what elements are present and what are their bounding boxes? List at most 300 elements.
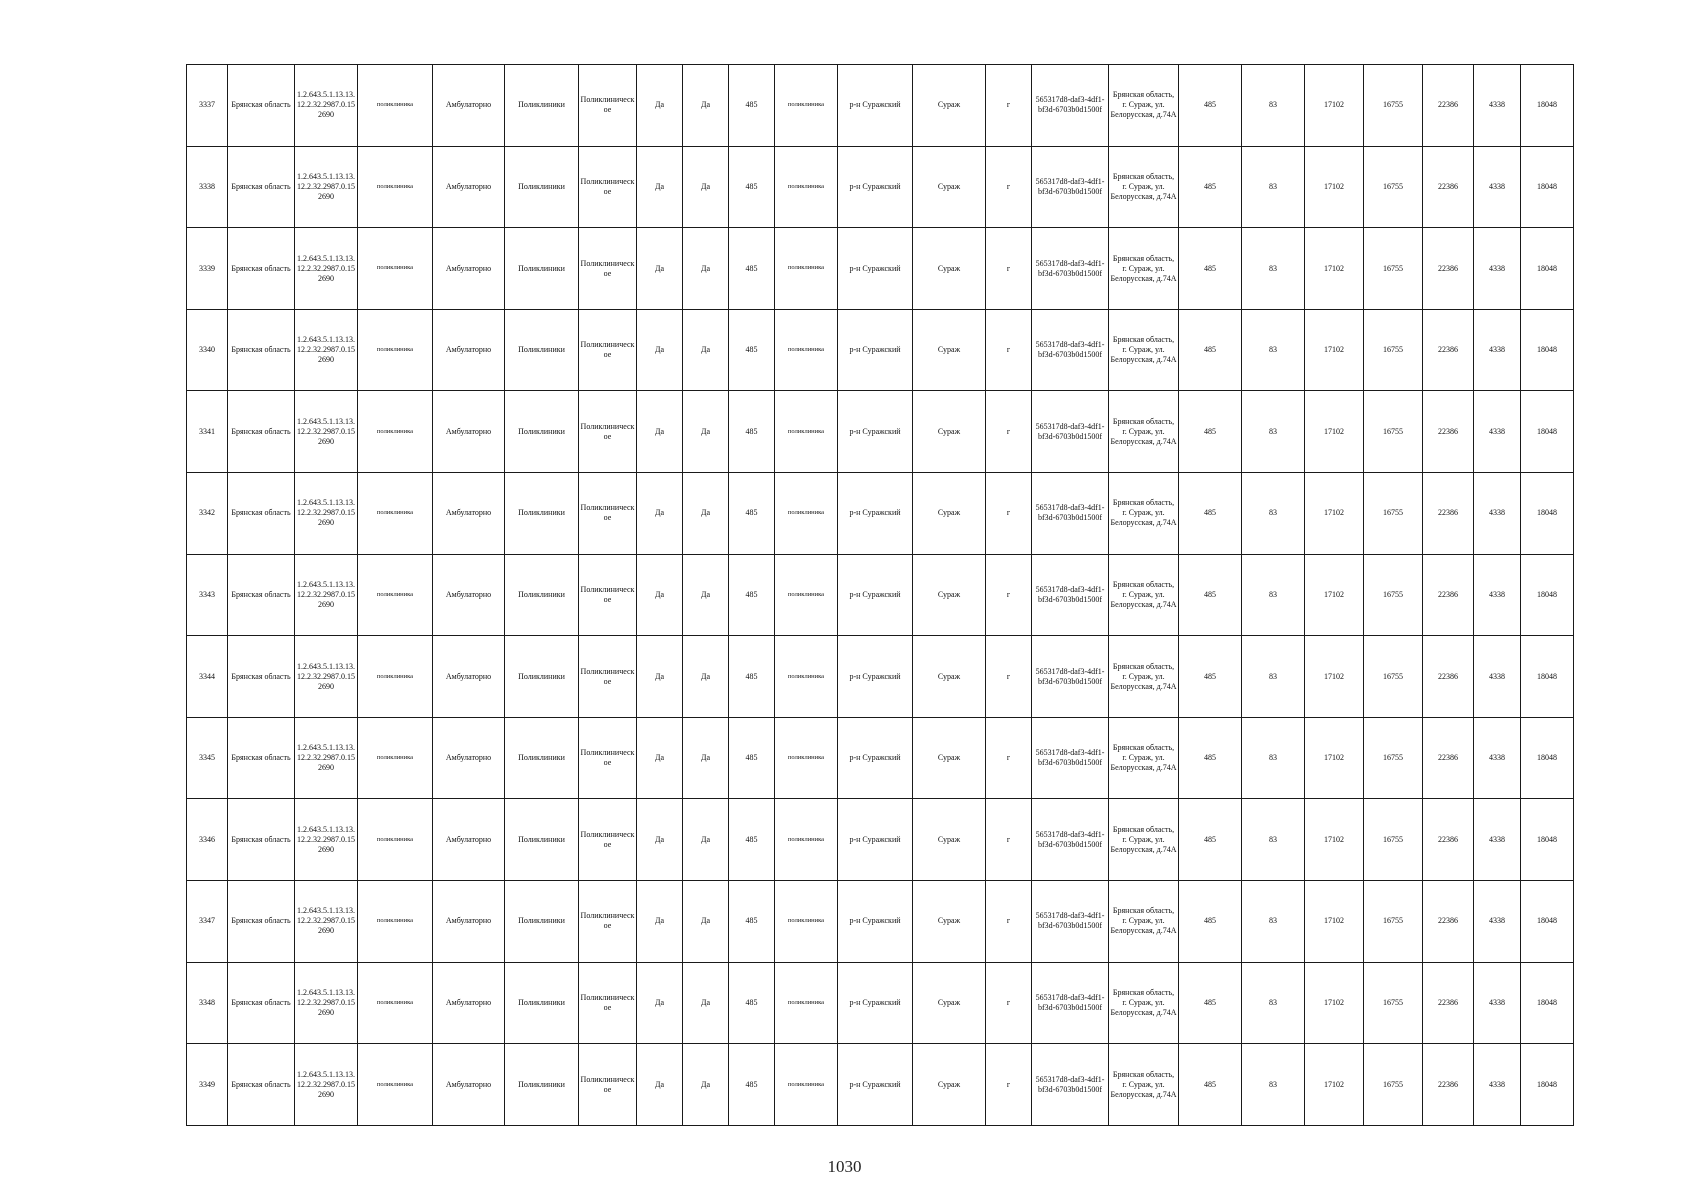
cell-row-number: 3343 <box>187 554 228 636</box>
cell-value-1: 485 <box>1179 391 1242 473</box>
cell-flag-a: Да <box>637 636 683 718</box>
cell-code-a: 485 <box>729 391 775 473</box>
cell-care-form: Амбулаторно <box>433 228 505 310</box>
cell-value-1: 485 <box>1179 1044 1242 1126</box>
cell-row-number: 3338 <box>187 146 228 228</box>
cell-district: р-н Суражский <box>838 799 913 881</box>
cell-settlement-type: г <box>986 65 1032 147</box>
cell-value-5: 22386 <box>1423 65 1474 147</box>
cell-value-2: 83 <box>1242 65 1305 147</box>
cell-value-1: 485 <box>1179 636 1242 718</box>
cell-oid-code: 1.2.643.5.1.13.13.12.2.32.2987.0.152690 <box>295 391 358 473</box>
cell-settlement-type: г <box>986 554 1032 636</box>
cell-flag-b: Да <box>683 554 729 636</box>
cell-unit-type: поликлиника <box>775 473 838 555</box>
cell-region: Брянская область <box>228 309 295 391</box>
cell-guid: 565317d8-daf3-4df1-bf3d-6703b0d1500f <box>1032 146 1109 228</box>
cell-row-number: 3348 <box>187 962 228 1044</box>
cell-value-3: 17102 <box>1305 228 1364 310</box>
cell-value-1: 485 <box>1179 309 1242 391</box>
cell-care-form: Амбулаторно <box>433 717 505 799</box>
cell-value-4: 16755 <box>1364 636 1423 718</box>
cell-value-4: 16755 <box>1364 228 1423 310</box>
cell-value-5: 22386 <box>1423 636 1474 718</box>
cell-value-1: 485 <box>1179 146 1242 228</box>
cell-facility-group: Поликлиники <box>505 1044 579 1126</box>
cell-facility-group: Поликлиники <box>505 636 579 718</box>
page-number: 1030 <box>827 1157 862 1176</box>
cell-facility-type: поликлиника <box>358 1044 433 1126</box>
cell-value-7: 18048 <box>1521 391 1574 473</box>
table-row <box>187 1044 1574 1126</box>
cell-value-5: 22386 <box>1423 554 1474 636</box>
cell-guid: 565317d8-daf3-4df1-bf3d-6703b0d1500f <box>1032 309 1109 391</box>
table-row <box>187 881 1574 963</box>
cell-facility-group: Поликлиники <box>505 717 579 799</box>
cell-oid-code: 1.2.643.5.1.13.13.12.2.32.2987.0.152690 <box>295 473 358 555</box>
cell-facility-group: Поликлиники <box>505 554 579 636</box>
cell-district: р-н Суражский <box>838 1044 913 1126</box>
table-row <box>187 473 1574 555</box>
cell-oid-code: 1.2.643.5.1.13.13.12.2.32.2987.0.152690 <box>295 65 358 147</box>
cell-unit-type: поликлиника <box>775 65 838 147</box>
table-row <box>187 799 1574 881</box>
cell-address: Брянская область, г. Сураж, ул. Белорусская, д.74А <box>1109 65 1179 147</box>
cell-flag-b: Да <box>683 309 729 391</box>
cell-care-form: Амбулаторно <box>433 962 505 1044</box>
cell-flag-a: Да <box>637 65 683 147</box>
cell-unit-type: поликлиника <box>775 881 838 963</box>
cell-department-type: Поликлиническое <box>579 146 637 228</box>
cell-facility-type: поликлиника <box>358 65 433 147</box>
cell-value-4: 16755 <box>1364 65 1423 147</box>
cell-flag-b: Да <box>683 473 729 555</box>
cell-value-6: 4338 <box>1474 65 1521 147</box>
cell-value-2: 83 <box>1242 391 1305 473</box>
cell-value-7: 18048 <box>1521 636 1574 718</box>
cell-region: Брянская область <box>228 391 295 473</box>
cell-department-type: Поликлиническое <box>579 309 637 391</box>
cell-department-type: Поликлиническое <box>579 636 637 718</box>
cell-unit-type: поликлиника <box>775 146 838 228</box>
cell-value-3: 17102 <box>1305 962 1364 1044</box>
cell-value-2: 83 <box>1242 962 1305 1044</box>
cell-department-type: Поликлиническое <box>579 65 637 147</box>
cell-facility-group: Поликлиники <box>505 65 579 147</box>
cell-value-7: 18048 <box>1521 473 1574 555</box>
cell-value-2: 83 <box>1242 228 1305 310</box>
cell-unit-type: поликлиника <box>775 309 838 391</box>
cell-value-6: 4338 <box>1474 881 1521 963</box>
cell-value-7: 18048 <box>1521 146 1574 228</box>
cell-value-6: 4338 <box>1474 228 1521 310</box>
cell-value-7: 18048 <box>1521 1044 1574 1126</box>
cell-facility-type: поликлиника <box>358 473 433 555</box>
cell-value-4: 16755 <box>1364 309 1423 391</box>
cell-oid-code: 1.2.643.5.1.13.13.12.2.32.2987.0.152690 <box>295 717 358 799</box>
cell-district: р-н Суражский <box>838 309 913 391</box>
cell-facility-group: Поликлиники <box>505 228 579 310</box>
cell-oid-code: 1.2.643.5.1.13.13.12.2.32.2987.0.152690 <box>295 1044 358 1126</box>
cell-guid: 565317d8-daf3-4df1-bf3d-6703b0d1500f <box>1032 473 1109 555</box>
cell-care-form: Амбулаторно <box>433 473 505 555</box>
cell-value-1: 485 <box>1179 228 1242 310</box>
cell-region: Брянская область <box>228 473 295 555</box>
cell-care-form: Амбулаторно <box>433 636 505 718</box>
cell-code-a: 485 <box>729 554 775 636</box>
cell-region: Брянская область <box>228 799 295 881</box>
cell-facility-type: поликлиника <box>358 636 433 718</box>
cell-value-7: 18048 <box>1521 65 1574 147</box>
cell-flag-b: Да <box>683 881 729 963</box>
cell-value-3: 17102 <box>1305 799 1364 881</box>
cell-facility-type: поликлиника <box>358 799 433 881</box>
table-row <box>187 391 1574 473</box>
cell-flag-a: Да <box>637 881 683 963</box>
table-body <box>187 65 1574 1126</box>
cell-flag-a: Да <box>637 309 683 391</box>
cell-value-7: 18048 <box>1521 881 1574 963</box>
cell-district: р-н Суражский <box>838 962 913 1044</box>
cell-flag-b: Да <box>683 65 729 147</box>
cell-code-a: 485 <box>729 881 775 963</box>
cell-unit-type: поликлиника <box>775 962 838 1044</box>
cell-address: Брянская область, г. Сураж, ул. Белорусская, д.74А <box>1109 554 1179 636</box>
cell-value-4: 16755 <box>1364 1044 1423 1126</box>
cell-city: Сураж <box>913 391 986 473</box>
cell-unit-type: поликлиника <box>775 636 838 718</box>
cell-value-5: 22386 <box>1423 146 1474 228</box>
cell-care-form: Амбулаторно <box>433 799 505 881</box>
cell-department-type: Поликлиническое <box>579 881 637 963</box>
cell-city: Сураж <box>913 554 986 636</box>
cell-value-4: 16755 <box>1364 146 1423 228</box>
cell-address: Брянская область, г. Сураж, ул. Белорусская, д.74А <box>1109 309 1179 391</box>
cell-department-type: Поликлиническое <box>579 1044 637 1126</box>
cell-oid-code: 1.2.643.5.1.13.13.12.2.32.2987.0.152690 <box>295 146 358 228</box>
cell-facility-group: Поликлиники <box>505 799 579 881</box>
cell-address: Брянская область, г. Сураж, ул. Белорусская, д.74А <box>1109 1044 1179 1126</box>
cell-facility-type: поликлиника <box>358 309 433 391</box>
cell-row-number: 3341 <box>187 391 228 473</box>
cell-facility-group: Поликлиники <box>505 146 579 228</box>
cell-facility-group: Поликлиники <box>505 309 579 391</box>
cell-facility-type: поликлиника <box>358 228 433 310</box>
cell-row-number: 3349 <box>187 1044 228 1126</box>
cell-value-5: 22386 <box>1423 881 1474 963</box>
cell-facility-type: поликлиника <box>358 554 433 636</box>
cell-settlement-type: г <box>986 391 1032 473</box>
cell-flag-b: Да <box>683 228 729 310</box>
cell-flag-b: Да <box>683 799 729 881</box>
cell-department-type: Поликлиническое <box>579 554 637 636</box>
cell-value-4: 16755 <box>1364 391 1423 473</box>
cell-value-1: 485 <box>1179 65 1242 147</box>
cell-care-form: Амбулаторно <box>433 1044 505 1126</box>
cell-value-3: 17102 <box>1305 146 1364 228</box>
cell-facility-group: Поликлиники <box>505 962 579 1044</box>
cell-value-3: 17102 <box>1305 636 1364 718</box>
cell-unit-type: поликлиника <box>775 799 838 881</box>
table-row <box>187 65 1574 147</box>
cell-value-3: 17102 <box>1305 881 1364 963</box>
cell-flag-a: Да <box>637 554 683 636</box>
table-row <box>187 309 1574 391</box>
cell-value-4: 16755 <box>1364 717 1423 799</box>
cell-facility-group: Поликлиники <box>505 881 579 963</box>
cell-region: Брянская область <box>228 962 295 1044</box>
cell-value-1: 485 <box>1179 962 1242 1044</box>
cell-flag-b: Да <box>683 146 729 228</box>
cell-department-type: Поликлиническое <box>579 473 637 555</box>
cell-guid: 565317d8-daf3-4df1-bf3d-6703b0d1500f <box>1032 65 1109 147</box>
cell-region: Брянская область <box>228 228 295 310</box>
cell-row-number: 3340 <box>187 309 228 391</box>
cell-city: Сураж <box>913 309 986 391</box>
cell-settlement-type: г <box>986 717 1032 799</box>
cell-settlement-type: г <box>986 228 1032 310</box>
cell-value-1: 485 <box>1179 554 1242 636</box>
cell-value-5: 22386 <box>1423 228 1474 310</box>
cell-address: Брянская область, г. Сураж, ул. Белорусская, д.74А <box>1109 881 1179 963</box>
cell-care-form: Амбулаторно <box>433 309 505 391</box>
cell-facility-type: поликлиника <box>358 146 433 228</box>
cell-region: Брянская область <box>228 881 295 963</box>
cell-value-2: 83 <box>1242 309 1305 391</box>
cell-value-3: 17102 <box>1305 473 1364 555</box>
cell-flag-a: Да <box>637 473 683 555</box>
cell-value-4: 16755 <box>1364 473 1423 555</box>
table-row <box>187 554 1574 636</box>
cell-row-number: 3339 <box>187 228 228 310</box>
cell-value-7: 18048 <box>1521 962 1574 1044</box>
cell-guid: 565317d8-daf3-4df1-bf3d-6703b0d1500f <box>1032 799 1109 881</box>
cell-value-4: 16755 <box>1364 799 1423 881</box>
cell-value-6: 4338 <box>1474 1044 1521 1126</box>
cell-code-a: 485 <box>729 65 775 147</box>
cell-district: р-н Суражский <box>838 65 913 147</box>
cell-value-3: 17102 <box>1305 65 1364 147</box>
cell-code-a: 485 <box>729 717 775 799</box>
cell-flag-a: Да <box>637 962 683 1044</box>
cell-district: р-н Суражский <box>838 717 913 799</box>
cell-department-type: Поликлиническое <box>579 962 637 1044</box>
cell-guid: 565317d8-daf3-4df1-bf3d-6703b0d1500f <box>1032 717 1109 799</box>
cell-oid-code: 1.2.643.5.1.13.13.12.2.32.2987.0.152690 <box>295 962 358 1044</box>
cell-value-6: 4338 <box>1474 636 1521 718</box>
cell-guid: 565317d8-daf3-4df1-bf3d-6703b0d1500f <box>1032 391 1109 473</box>
cell-row-number: 3346 <box>187 799 228 881</box>
cell-address: Брянская область, г. Сураж, ул. Белорусская, д.74А <box>1109 799 1179 881</box>
cell-region: Брянская область <box>228 65 295 147</box>
cell-oid-code: 1.2.643.5.1.13.13.12.2.32.2987.0.152690 <box>295 554 358 636</box>
cell-flag-a: Да <box>637 717 683 799</box>
cell-flag-b: Да <box>683 391 729 473</box>
cell-district: р-н Суражский <box>838 636 913 718</box>
cell-address: Брянская область, г. Сураж, ул. Белорусская, д.74А <box>1109 717 1179 799</box>
cell-code-a: 485 <box>729 1044 775 1126</box>
cell-code-a: 485 <box>729 309 775 391</box>
cell-district: р-н Суражский <box>838 228 913 310</box>
cell-facility-group: Поликлиники <box>505 391 579 473</box>
cell-value-2: 83 <box>1242 717 1305 799</box>
cell-guid: 565317d8-daf3-4df1-bf3d-6703b0d1500f <box>1032 554 1109 636</box>
cell-flag-b: Да <box>683 717 729 799</box>
cell-value-5: 22386 <box>1423 1044 1474 1126</box>
cell-flag-a: Да <box>637 391 683 473</box>
cell-oid-code: 1.2.643.5.1.13.13.12.2.32.2987.0.152690 <box>295 799 358 881</box>
cell-value-2: 83 <box>1242 146 1305 228</box>
cell-settlement-type: г <box>986 146 1032 228</box>
cell-row-number: 3345 <box>187 717 228 799</box>
cell-value-3: 17102 <box>1305 391 1364 473</box>
cell-address: Брянская область, г. Сураж, ул. Белорусская, д.74А <box>1109 391 1179 473</box>
cell-value-6: 4338 <box>1474 554 1521 636</box>
cell-city: Сураж <box>913 717 986 799</box>
cell-value-1: 485 <box>1179 717 1242 799</box>
cell-facility-group: Поликлиники <box>505 473 579 555</box>
cell-address: Брянская область, г. Сураж, ул. Белорусская, д.74А <box>1109 473 1179 555</box>
cell-unit-type: поликлиника <box>775 391 838 473</box>
cell-address: Брянская область, г. Сураж, ул. Белорусская, д.74А <box>1109 962 1179 1044</box>
cell-department-type: Поликлиническое <box>579 391 637 473</box>
cell-care-form: Амбулаторно <box>433 65 505 147</box>
cell-value-3: 17102 <box>1305 554 1364 636</box>
cell-code-a: 485 <box>729 636 775 718</box>
cell-code-a: 485 <box>729 473 775 555</box>
cell-flag-b: Да <box>683 1044 729 1126</box>
cell-row-number: 3347 <box>187 881 228 963</box>
cell-flag-a: Да <box>637 228 683 310</box>
cell-value-6: 4338 <box>1474 473 1521 555</box>
cell-value-7: 18048 <box>1521 799 1574 881</box>
cell-value-4: 16755 <box>1364 962 1423 1044</box>
cell-flag-a: Да <box>637 146 683 228</box>
cell-address: Брянская область, г. Сураж, ул. Белорусская, д.74А <box>1109 146 1179 228</box>
cell-region: Брянская область <box>228 146 295 228</box>
cell-row-number: 3342 <box>187 473 228 555</box>
cell-address: Брянская область, г. Сураж, ул. Белорусская, д.74А <box>1109 636 1179 718</box>
table-row <box>187 962 1574 1044</box>
cell-city: Сураж <box>913 228 986 310</box>
cell-settlement-type: г <box>986 309 1032 391</box>
cell-value-5: 22386 <box>1423 391 1474 473</box>
cell-guid: 565317d8-daf3-4df1-bf3d-6703b0d1500f <box>1032 962 1109 1044</box>
cell-guid: 565317d8-daf3-4df1-bf3d-6703b0d1500f <box>1032 228 1109 310</box>
cell-value-4: 16755 <box>1364 881 1423 963</box>
cell-care-form: Амбулаторно <box>433 881 505 963</box>
cell-district: р-н Суражский <box>838 146 913 228</box>
cell-value-2: 83 <box>1242 636 1305 718</box>
cell-district: р-н Суражский <box>838 473 913 555</box>
cell-guid: 565317d8-daf3-4df1-bf3d-6703b0d1500f <box>1032 636 1109 718</box>
cell-value-1: 485 <box>1179 881 1242 963</box>
cell-facility-type: поликлиника <box>358 962 433 1044</box>
cell-value-7: 18048 <box>1521 554 1574 636</box>
cell-oid-code: 1.2.643.5.1.13.13.12.2.32.2987.0.152690 <box>295 228 358 310</box>
cell-oid-code: 1.2.643.5.1.13.13.12.2.32.2987.0.152690 <box>295 309 358 391</box>
cell-value-6: 4338 <box>1474 391 1521 473</box>
cell-department-type: Поликлиническое <box>579 799 637 881</box>
cell-flag-a: Да <box>637 799 683 881</box>
cell-district: р-н Суражский <box>838 881 913 963</box>
cell-region: Брянская область <box>228 1044 295 1126</box>
cell-value-6: 4338 <box>1474 799 1521 881</box>
cell-department-type: Поликлиническое <box>579 717 637 799</box>
cell-value-2: 83 <box>1242 1044 1305 1126</box>
cell-value-6: 4338 <box>1474 146 1521 228</box>
cell-settlement-type: г <box>986 1044 1032 1126</box>
cell-value-7: 18048 <box>1521 228 1574 310</box>
cell-district: р-н Суражский <box>838 391 913 473</box>
cell-row-number: 3344 <box>187 636 228 718</box>
cell-unit-type: поликлиника <box>775 717 838 799</box>
cell-care-form: Амбулаторно <box>433 146 505 228</box>
cell-region: Брянская область <box>228 717 295 799</box>
table-row <box>187 636 1574 718</box>
cell-city: Сураж <box>913 881 986 963</box>
cell-city: Сураж <box>913 473 986 555</box>
cell-city: Сураж <box>913 962 986 1044</box>
cell-care-form: Амбулаторно <box>433 554 505 636</box>
cell-value-3: 17102 <box>1305 1044 1364 1126</box>
cell-value-4: 16755 <box>1364 554 1423 636</box>
cell-value-2: 83 <box>1242 473 1305 555</box>
cell-facility-type: поликлиника <box>358 391 433 473</box>
cell-flag-a: Да <box>637 1044 683 1126</box>
cell-unit-type: поликлиника <box>775 1044 838 1126</box>
cell-settlement-type: г <box>986 473 1032 555</box>
cell-guid: 565317d8-daf3-4df1-bf3d-6703b0d1500f <box>1032 1044 1109 1126</box>
cell-guid: 565317d8-daf3-4df1-bf3d-6703b0d1500f <box>1032 881 1109 963</box>
cell-facility-type: поликлиника <box>358 881 433 963</box>
cell-value-5: 22386 <box>1423 962 1474 1044</box>
cell-city: Сураж <box>913 146 986 228</box>
cell-value-7: 18048 <box>1521 717 1574 799</box>
table-row <box>187 228 1574 310</box>
cell-value-1: 485 <box>1179 799 1242 881</box>
cell-department-type: Поликлиническое <box>579 228 637 310</box>
cell-region: Брянская область <box>228 554 295 636</box>
cell-facility-type: поликлиника <box>358 717 433 799</box>
cell-unit-type: поликлиника <box>775 554 838 636</box>
table-row <box>187 717 1574 799</box>
cell-value-2: 83 <box>1242 799 1305 881</box>
cell-value-6: 4338 <box>1474 717 1521 799</box>
cell-code-a: 485 <box>729 799 775 881</box>
cell-flag-b: Да <box>683 962 729 1044</box>
cell-settlement-type: г <box>986 881 1032 963</box>
cell-value-2: 83 <box>1242 881 1305 963</box>
cell-code-a: 485 <box>729 146 775 228</box>
cell-city: Сураж <box>913 636 986 718</box>
cell-value-2: 83 <box>1242 554 1305 636</box>
cell-code-a: 485 <box>729 228 775 310</box>
cell-value-5: 22386 <box>1423 717 1474 799</box>
cell-district: р-н Суражский <box>838 554 913 636</box>
cell-oid-code: 1.2.643.5.1.13.13.12.2.32.2987.0.152690 <box>295 636 358 718</box>
cell-settlement-type: г <box>986 962 1032 1044</box>
cell-region: Брянская область <box>228 636 295 718</box>
cell-value-7: 18048 <box>1521 309 1574 391</box>
cell-city: Сураж <box>913 799 986 881</box>
cell-row-number: 3337 <box>187 65 228 147</box>
cell-flag-b: Да <box>683 636 729 718</box>
data-table <box>186 64 1574 1126</box>
cell-city: Сураж <box>913 65 986 147</box>
cell-value-3: 17102 <box>1305 717 1364 799</box>
cell-code-a: 485 <box>729 962 775 1044</box>
